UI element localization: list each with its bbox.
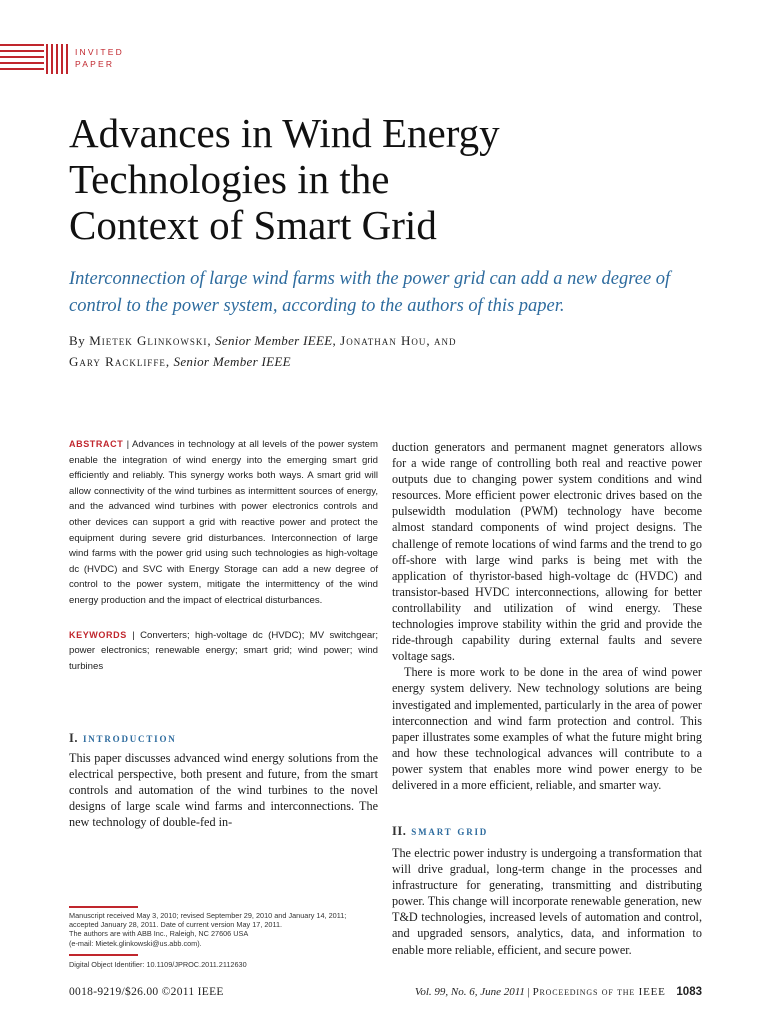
badge-line-2: PAPER (75, 59, 115, 69)
section-1-number: I. (69, 731, 78, 745)
keywords-text: Converters; high-voltage dc (HVDC); MV switchgear; power electronics; renewable energy; smart grid; wind power; wind turbines (69, 629, 379, 672)
author-list: By Mietek Glinkowski, Senior Member IEEE, Jonathan Hou, and Gary Rackliffe, Senior Member IEEE (69, 333, 457, 369)
abstract (69, 437, 378, 609)
footnote-line-1: Manuscript received May 3, 2010; revised September 29, 2010 and January 14, 2011; (69, 911, 347, 920)
paper-title (69, 110, 669, 248)
right-column-paragraph-1: duction generators and permanent magnet generators allows for a wide range of controlling both real and reactive power outputs due to changing power system conditions and wind resources. More efficient power electronic drives based on the pulsewidth modulation (PWM) technology have become almost standard components of wind project designs. The challenge of remote locations of wind farms and the trend to go off-shore with large wind parks is being met with the application of thyristor-based high-voltage dc (HVDC) and transistor-based HVDC interconnections, allowing for better controllability and utilization of wind energy. These technologies improve stability within the grid and provide the ride-through capability during external faults and severe voltage sags. (392, 440, 702, 664)
title-line-1: Advances in Wind Energy (69, 110, 500, 156)
author-1-role: Senior Member IEEE (215, 333, 333, 348)
abstract-text: Advances in technology at all levels of the power system enable the integration of wind energy into the emerging smart grid efficiently and reliably. This synergy works both ways. A smart grid will allow connectivity of the wind turbines as intermittent sources of energy, and the advanced wind turbines with power electronics controls and other devices can support a grid with reactive power and protect the equipment during severe grid disturbances. Interconnection of large wind farms with the power grid using such technologies as high-voltage dc (HVDC) and SVC with Energy Storage can add a new degree of control to the power system, mitigate the intermittency of the wind energy production and the impact of electrical disturbances. (69, 439, 378, 606)
invited-paper-badge (75, 46, 124, 70)
doi: Digital Object Identifier: 10.1109/JPROC.2011.2112630 (69, 960, 247, 969)
footer-issn: 0018-9219/$26.00 ©2011 IEEE (69, 986, 224, 998)
smart-grid-text: The electric power industry is undergoing a transformation that will drive gradual, long-term change in the processes and infrastructure for generating, transmitting and distributing power. This change will incorporate renewable generation, new T&D technologies, increased levels of automation and control, and upgraded sensors, analytics, data, and information to enable more reliable, efficient, and secure power. (392, 846, 702, 957)
footer-separator: | (527, 986, 530, 998)
title-line-2: Technologies in the (69, 156, 390, 202)
doi-rule (69, 954, 138, 956)
title-line-3: Context of Smart Grid (69, 202, 437, 248)
footer-journal-name: Proceedings of the IEEE (532, 986, 666, 998)
section-heading-smart-grid (392, 824, 488, 839)
footer-volume: Vol. 99, No. 6, June 2011 (414, 986, 525, 998)
author-2-name: Jonathan Hou (340, 333, 427, 348)
introduction-text: This paper discusses advanced wind energy solutions from the electrical perspective, both present and future, from the smart controls and automation of the wind turbines to the novel designs of large scale wind farms and interconnections. The new technology of double-fed in- (69, 751, 378, 830)
right-column-paragraph-2: There is more work to be done in the area of wind power energy system delivery. New technology solutions are being investigated and implemented, particularly in the area of power interconnection and wind farm protection and control. This paper illustrates some examples of what the future might bring and how these technological advances will contribute to a power system that enables more wind power energy to be delivered in a more efficient, reliable, and smarter way. (392, 665, 702, 792)
section-1-title: introduction (82, 731, 177, 745)
author-1-name: Mietek Glinkowski (89, 333, 208, 348)
author-3-role: Senior Member IEEE (173, 354, 291, 369)
footnote-line-4: (e-mail: Mietek.glinkowski@us.abb.com). (69, 938, 202, 948)
section-2-number: II. (392, 824, 407, 838)
footnotes (69, 911, 378, 948)
right-column (392, 439, 702, 793)
section-2-title: smart grid (411, 824, 489, 838)
abstract-label: ABSTRACT (69, 439, 124, 449)
footer-journal-info (415, 986, 702, 998)
section-heading-introduction (69, 731, 177, 746)
keywords (69, 628, 378, 675)
author-3-name: Gary Rackliffe (69, 354, 166, 369)
and-label: and (434, 333, 457, 348)
by-label: By (69, 333, 86, 348)
page-number: 1083 (676, 986, 702, 998)
footnote-rule (69, 906, 138, 908)
keywords-label: KEYWORDS (69, 629, 127, 640)
footnote-line-2: accepted January 28, 2011. Date of current version May 17, 2011. (69, 920, 283, 930)
keywords-separator: | (132, 629, 135, 641)
invited-paper-stripes-icon (0, 44, 68, 74)
left-column (69, 437, 378, 674)
abstract-separator: | (126, 439, 130, 450)
footnote-line-3: The authors are with ABB Inc., Raleigh, NC 27606 USA (69, 929, 249, 939)
paper-subtitle: Interconnection of large wind farms with the power grid can add a new degree of control to the power system, according to the authors of this paper. (69, 269, 671, 316)
badge-line-1: INVITED (75, 47, 124, 57)
